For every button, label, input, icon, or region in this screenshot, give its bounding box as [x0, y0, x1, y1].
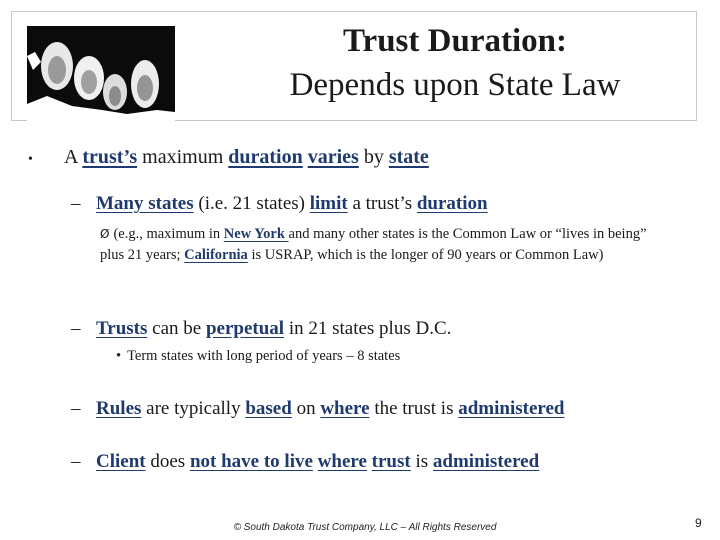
sub-bullet-client: [71, 451, 539, 473]
footer-copyright: © South Dakota Trust Company, LLC – All Rights Reserved: [233, 522, 497, 533]
dash-marker: –: [71, 451, 81, 472]
text: can be: [147, 318, 206, 339]
link-administered[interactable]: administered: [458, 398, 565, 419]
link-not-have-to-live[interactable]: not have to live: [189, 451, 313, 472]
text: maximum: [137, 146, 229, 168]
slide-title: [182, 20, 688, 108]
link-trusts-2[interactable]: Trusts: [96, 318, 148, 339]
text: on: [291, 398, 321, 419]
text: does: [145, 451, 190, 472]
sub-bullet-perpetual: [71, 318, 451, 340]
link-trusts[interactable]: trust’s: [82, 146, 138, 168]
text: (i.e. 21 states): [193, 193, 310, 214]
sub-bullet-many-states: [71, 193, 488, 215]
bullet-marker: •: [116, 348, 122, 364]
dash-marker: –: [71, 398, 81, 419]
title-line-2: Depends upon State Law: [289, 67, 621, 103]
link-limit[interactable]: limit: [309, 193, 348, 214]
dash-marker: –: [71, 193, 81, 214]
bullet-trust-duration: [28, 146, 429, 169]
link-client[interactable]: Client: [96, 451, 146, 472]
text: a trust’s: [347, 193, 417, 214]
link-based[interactable]: based: [245, 398, 292, 419]
link-administered-2[interactable]: administered: [432, 451, 540, 472]
detail-new-york-california: [100, 224, 660, 266]
text: are typically: [141, 398, 246, 419]
link-varies[interactable]: varies: [307, 146, 359, 168]
text: by: [358, 146, 389, 168]
detail-term-states: [116, 348, 400, 365]
sub-bullet-rules: [71, 398, 565, 420]
link-many-states[interactable]: Many states: [96, 193, 194, 214]
link-where-2[interactable]: where: [317, 451, 367, 472]
link-duration-2[interactable]: duration: [416, 193, 488, 214]
text: in 21 states plus D.C.: [284, 318, 452, 339]
text: and many other states is the Common Law or “lives in being” plus 21 years;: [100, 226, 647, 263]
text: is: [410, 451, 433, 472]
link-new-york[interactable]: New York: [223, 226, 289, 242]
text: is USRAP, which is the longer of 90 years or Common Law): [247, 247, 604, 263]
mount-rushmore-image: [27, 26, 175, 122]
link-perpetual[interactable]: perpetual: [205, 318, 285, 339]
dash-marker: –: [71, 318, 81, 339]
text: A: [64, 146, 83, 168]
title-line-1: Trust Duration:: [343, 23, 567, 59]
title-box: [11, 11, 697, 121]
text: Term states with long period of years – 8 states: [127, 348, 401, 364]
arrow-icon: Ø: [100, 227, 110, 241]
link-california[interactable]: California: [184, 247, 248, 263]
link-trust[interactable]: trust: [371, 451, 411, 472]
link-rules[interactable]: Rules: [96, 398, 142, 419]
link-where[interactable]: where: [320, 398, 370, 419]
page-number: 9: [695, 516, 702, 530]
link-duration[interactable]: duration: [228, 146, 303, 168]
text: the trust is: [369, 398, 459, 419]
link-state[interactable]: state: [388, 146, 429, 168]
text: (e.g., maximum in: [113, 226, 224, 242]
bullet-marker: •: [28, 152, 33, 167]
